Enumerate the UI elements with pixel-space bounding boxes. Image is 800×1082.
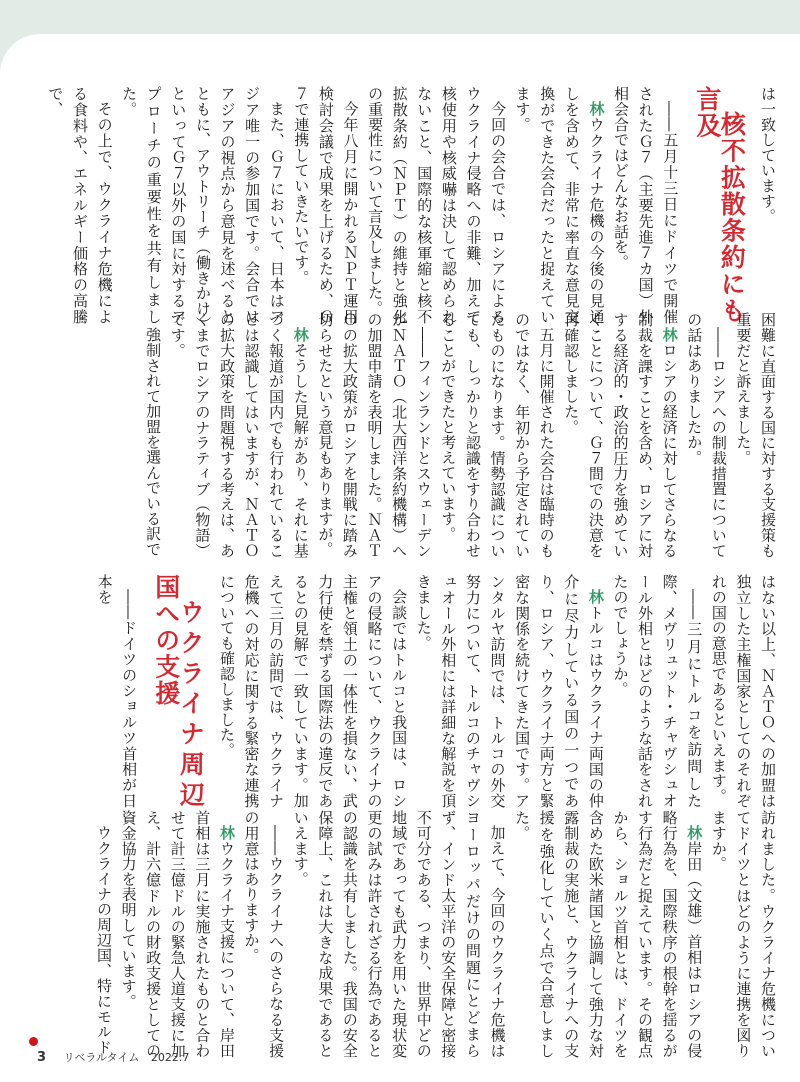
- answer: そうした見解があり、それに基づく報道が国内でも行われていることは認識してはいますが、ＮＡＴＯの拡大政策を問題視する考えは、あくまでロシアのナラティブ（物語）です。: [168, 312, 310, 558]
- section-heading-support: ウクライナ周辺国への支援: [151, 574, 206, 808]
- paragraph: は一致しています。: [759, 86, 777, 224]
- page-footer: [37, 1048, 189, 1068]
- question: ――フィンランドとスウェーデンがＮＡＴＯ（北大西洋条約機構）への加盟申請を表明しました。ＮＡＴＯの拡大政策がロシアを開戦に踏み切らせたという意見もありますが。: [316, 312, 433, 558]
- paragraph: 強制されて加盟を選んでいる訳で: [144, 327, 163, 557]
- question: ――ドイツのショルツ首相が日本を: [95, 574, 139, 808]
- page-number: 3: [37, 1050, 47, 1065]
- paragraph: 今回の会合では、ロシアによるウクライナ侵略への非難、加えて核使用や核威嚇は決して認められないこと、国際的な核軍縮と核不拡散条約（ＮＰＴ）の維持と強化の重要性について言及しました。: [366, 86, 508, 324]
- paragraph: 今年八月に開かれるＮＰＴ運用検討会議で成果を上げるため、Ｇ７で連携していきたいです。: [292, 86, 360, 324]
- paragraph: 訪れました。ウクライナ危機についてドイツとはどのように連携を図りますか。: [709, 810, 777, 1058]
- answer: ロシアの経済に対してさらなる制裁を課すことを含め、ロシアに対する経済的・政治的圧力を強めていくことについて、Ｇ７間での決意を再確認しました。: [562, 312, 679, 558]
- speaker-mark: 林: [685, 825, 704, 841]
- paragraph: 五月に開催された会合は臨時のものではなく、年初から予定されていたものになります。情勢認識についても、しっかりと認識をすり合わせることができたと考えています。: [439, 312, 556, 558]
- text-tier-2: [58, 312, 780, 558]
- text-tier-4: [58, 810, 780, 1058]
- paragraph: 会談ではトルコと我国は、ロシアの侵略について、ウクライナの主権と領土の一体性を損ない、武力行使を禁ずる国際法の違反であるとの見解で一致しています。加えて三月の訪問では、ウクライナ危機への対応に関する緊密な連携についても確認しました。: [217, 574, 409, 808]
- answer: 岸田（文雄）首相はロシアの侵略行為を、国際秩序の根幹を揺るがす行為だと捉えています。その観点から、ショルツ首相とは、ドイツを含めた欧米諸国と協調して強力な対露制裁の実施と、ウクライナへの支援を強化していく点で合意しました。: [513, 810, 704, 1058]
- magazine-name: リベラルタイム: [63, 1051, 140, 1064]
- question: ――ロシアへの制裁措置についての話はありましたか。: [685, 312, 728, 558]
- speaker-mark: 林: [660, 327, 679, 343]
- answer: ウクライナ支援について、岸田首相は三月に実施されたものと合わせて計三億ドルの緊急人道支援に加え、計六億ドルの財政支援としての資金協力を表明しています。: [119, 810, 236, 1058]
- paragraph: また、Ｇ７において、日本はアジア唯一の参加国です。会合ではアジアの視点から意見を述べるとともに、アウトリーチ（働きかけ）といってＧ７以外の国に対するアプローチの重要性を共有しました。: [120, 86, 286, 324]
- question: ――三月にトルコを訪問した際、メヴリュット・チャヴシュオール外相とはどのような話をされたのでしょうか。: [611, 574, 704, 808]
- red-dot-marker: [29, 1037, 38, 1046]
- question: ――ウクライナへのさらなる支援の用意はありますか。: [242, 810, 286, 1058]
- section-heading-npt: 核不拡散条約にも言及: [692, 86, 747, 324]
- page-sheet: [0, 34, 800, 1082]
- speaker-mark: 林: [291, 327, 310, 343]
- issue-date: 2022.7: [150, 1051, 190, 1064]
- speaker-mark: 林: [586, 589, 605, 605]
- text-tier-3: [58, 574, 780, 808]
- question: ――五月十三日にドイツで開催されたＧ７（主要先進７カ国）外相会合ではどんなお話を。: [612, 86, 680, 324]
- paragraph: はない以上、ＮＡＴＯへの加盟は独立した主権国家としてのそれぞれの国の意思であるといえます。: [709, 574, 777, 808]
- paragraph: 困難に直面する国に対する支援策も重要だと訴えました。: [734, 312, 777, 558]
- paragraph: その上で、ウクライナ危機による食料や、エネルギー価格の高騰で、: [46, 86, 114, 324]
- paragraph: 加えて、今回のウクライナ危機はヨーロッパだけの問題にとどまらず、インド太平洋の安全保障と密接不可分である、つまり、世界中どの地域であっても武力を用いた現状変更の試みは許されざる行為であるとの認識を共有しました。我国の安全保障上、これは大きな成果であるといえます。: [291, 810, 507, 1058]
- speaker-mark: 林: [217, 825, 236, 841]
- paragraph: ウクライナの周辺国、特にモルド: [94, 825, 113, 1055]
- speaker-mark: 林: [587, 101, 606, 117]
- text-tier-1: [46, 86, 780, 324]
- answer: ウクライナ危機の今後の見通しを含めて、非常に率直な意見交換ができた会合だったと捉えています。: [513, 86, 606, 324]
- answer: トルコはウクライナ両国の仲介に尽力している国の一つであり、ロシア、ウクライナ両方と緊密な関係を続けてきた国です。アンタルヤ訪問では、トルコの外交努力について、トルコのチャヴシュオール外相には詳細な解説を頂きました。: [414, 574, 605, 808]
